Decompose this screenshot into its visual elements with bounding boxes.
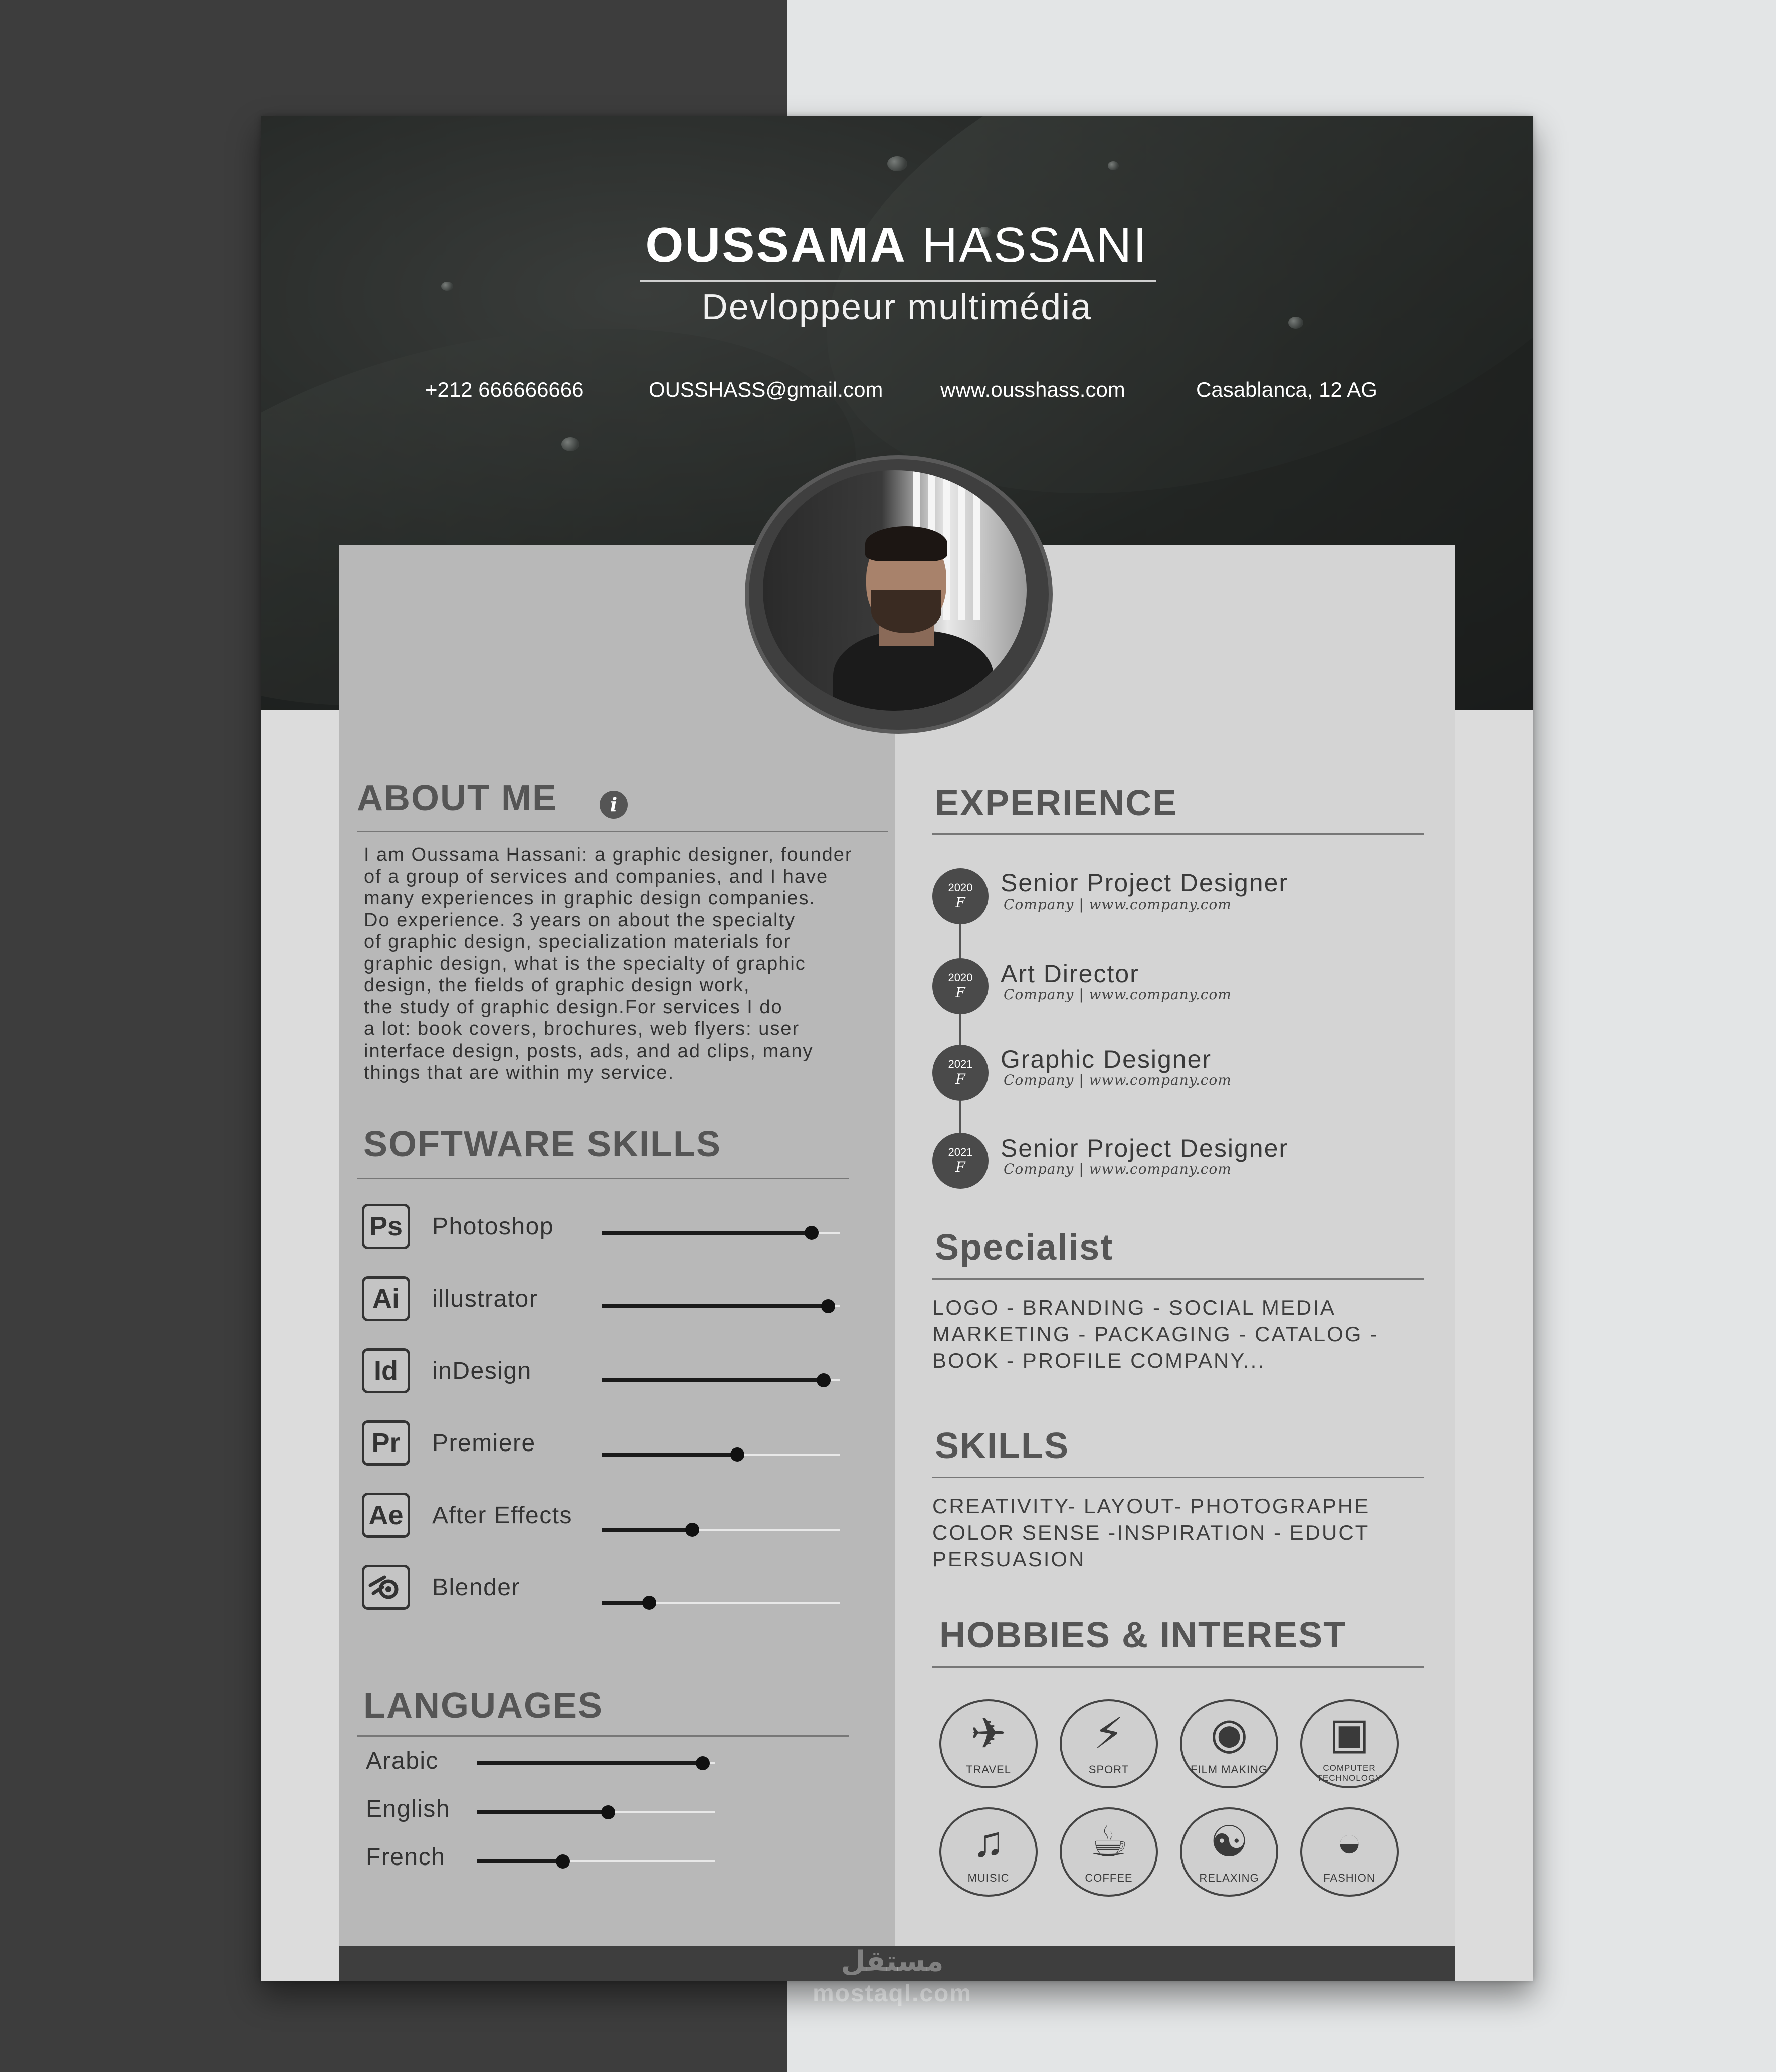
resume-sheet [261,116,1533,1981]
hobbies-rule [932,1666,1424,1668]
after-effects-icon: Ae [362,1493,410,1538]
indesign-icon: Id [362,1348,410,1393]
about-line: of a group of services and companies, and I have [364,866,829,887]
software-label: Premiere [432,1430,536,1457]
about-line: a lot: book covers, brochures, web flyers: user [364,1018,800,1040]
timeline-dot: 2021 F [932,1045,989,1101]
person-name [261,217,1533,273]
watermark-site: mostaql.com [812,1980,972,2007]
specialist-line: LOGO - BRANDING - SOCIAL MEDIA [932,1296,1336,1319]
skills-title: SKILLS [935,1426,1070,1466]
specialist-rule [932,1278,1424,1280]
music-icon: ♫ MUISIC [939,1807,1038,1897]
airplane-icon: ✈ TRAVEL [939,1699,1038,1788]
about-line: many experiences in graphic design companies. [364,888,816,909]
specialist-line: MARKETING - PACKAGING - CATALOG - [932,1322,1379,1346]
skill-bar [602,1529,840,1531]
skill-bar [602,1379,840,1381]
timeline-dot: 2020 F [932,958,989,1014]
watermark-logo: مستقل [841,1945,944,1977]
software-title: SOFTWARE SKILLS [363,1124,721,1164]
meditation-icon: ☯ RELAXING [1180,1807,1278,1897]
camera-icon: ◉ FILM MAKING [1180,1699,1278,1788]
about-line: I am Oussama Hassani: a graphic designer, founder [364,844,853,865]
experience-title: EXPERIENCE [935,783,1178,823]
about-title: ABOUT ME [357,778,557,818]
experience-title-item: Graphic Designer [1001,1045,1212,1073]
experience-title-item: Art Director [1001,960,1139,988]
about-line: things that are within my service. [364,1062,675,1083]
experience-title-item: Senior Project Designer [1001,1134,1289,1162]
blender-icon [362,1565,410,1610]
about-line: graphic design, what is the specialty of graphic [364,953,806,974]
photoshop-icon: Ps [362,1204,410,1249]
about-line: Do experience. 3 years on about the specialty [364,909,796,931]
skills-line: COLOR SENSE -INSPIRATION - EDUCT [932,1521,1370,1544]
software-label: After Effects [432,1502,573,1529]
software-label: Blender [432,1574,520,1601]
skills-line: PERSUASION [932,1547,1086,1571]
premiere-icon: Pr [362,1420,410,1466]
about-line: design, the fields of graphic design work, [364,975,750,996]
about-line: the study of graphic design.For services I do [364,996,783,1018]
specialist-text [932,1294,1378,1374]
contact-location: Casablanca, 12 AG [1196,378,1377,401]
skills-line: CREATIVITY- LAYOUT- PHOTOGRAPHE [932,1494,1370,1518]
experience-company: Company | www.company.com [1004,896,1232,913]
timeline-line [959,882,961,1163]
specialist-title: Specialist [935,1227,1114,1268]
languages-title: LANGUAGES [363,1686,604,1726]
contact-email: OUSSHASS@gmail.com [649,378,883,401]
runner-icon: ⚡ SPORT [1060,1699,1158,1788]
skill-bar [602,1305,840,1307]
hobbies-title: HOBBIES & INTEREST [939,1615,1347,1655]
skill-bar [602,1232,840,1234]
skills-text [932,1493,1370,1572]
language-label: French [366,1844,446,1871]
profile-photo [745,455,1052,732]
computer-icon: ▣ COMPUTER TECHNOLOGY [1300,1699,1399,1788]
illustrator-icon: Ai [362,1276,410,1321]
language-bar [477,1762,715,1764]
software-label: Photoshop [432,1213,554,1240]
experience-company: Company | www.company.com [1004,1072,1232,1088]
software-label: illustrator [432,1286,538,1312]
language-label: Arabic [366,1748,439,1774]
about-line: interface design, posts, ads, and ad clips, many [364,1040,814,1062]
coffee-icon: ☕ COFFEE [1060,1807,1158,1897]
about-text [364,844,899,1084]
software-label: inDesign [432,1358,532,1384]
contact-phone: +212 666666666 [425,378,584,401]
info-icon: i [600,791,628,819]
skills-rule [932,1477,1424,1478]
timeline-dot: 2021 F [932,1133,989,1189]
language-label: English [366,1796,450,1822]
experience-rule [932,833,1424,835]
last-name: HASSANI [922,217,1148,272]
language-bar [477,1860,715,1862]
experience-title-item: Senior Project Designer [1001,869,1289,897]
experience-company: Company | www.company.com [1004,1161,1232,1177]
languages-rule [357,1735,849,1737]
about-rule [357,831,888,832]
skill-bar [602,1602,840,1604]
avatar [763,470,1027,711]
job-title: Devloppeur multimédia [701,287,1092,327]
experience-company: Company | www.company.com [1004,986,1232,1003]
skill-bar [602,1454,840,1456]
sunglasses-icon: ◒ FASHION [1300,1807,1399,1897]
software-rule [357,1178,849,1179]
about-line: of graphic design, specialization materials for [364,931,792,952]
specialist-line: BOOK - PROFILE COMPANY... [932,1349,1265,1372]
language-bar [477,1811,715,1813]
contact-website: www.ousshass.com [940,378,1125,401]
name-divider [640,280,1156,282]
first-name: OUSSAMA [645,217,907,272]
timeline-dot: 2020 F [932,868,989,924]
